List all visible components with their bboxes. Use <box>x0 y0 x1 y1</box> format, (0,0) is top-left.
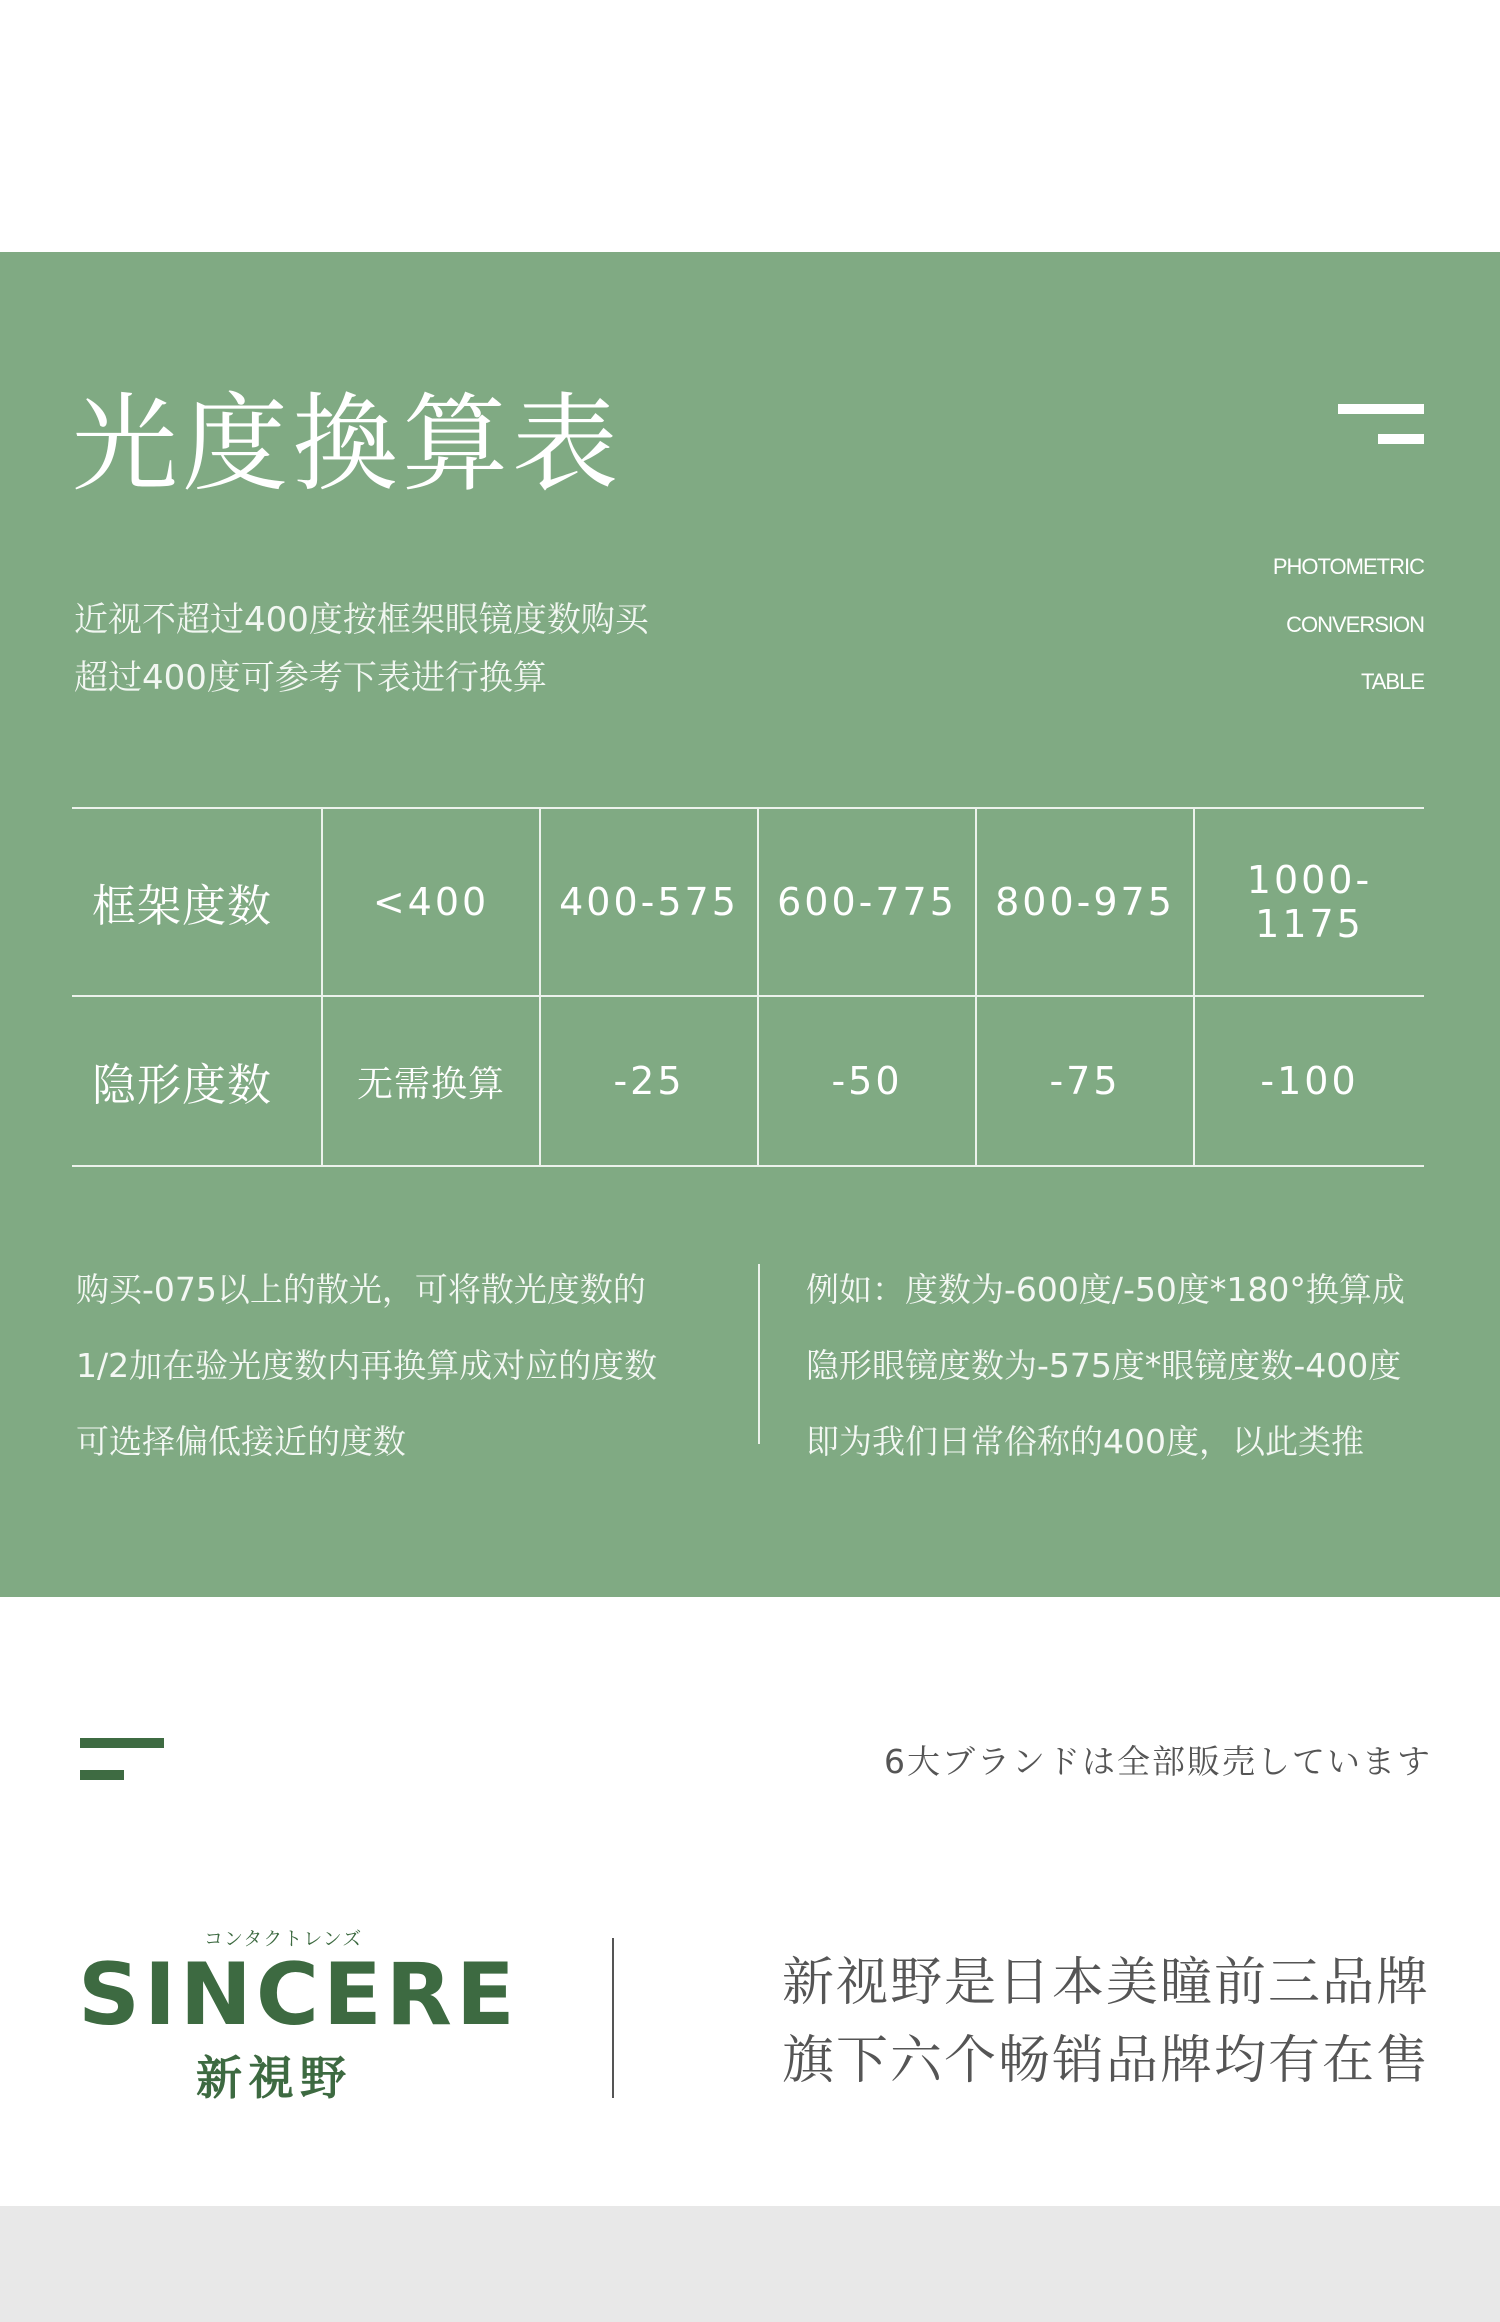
logo-cn: 新視野 <box>196 2051 352 2105</box>
brand-desc-line2: 旗下六个畅销品牌均有在售 <box>781 2031 1430 2091</box>
logo-name: SINCERE <box>78 1945 519 2045</box>
table-cell: 无需换算 <box>322 996 540 1166</box>
astigmatism-note <box>76 1252 726 1480</box>
en-label-line3: TABLE <box>1360 669 1424 694</box>
brand-desc-line1: 新视野是日本美瞳前三品牌 <box>781 1953 1430 2013</box>
note-line: 例如：度数为-600度/-50度*180°换算成 <box>806 1270 1405 1309</box>
table-cell: 800-975 <box>976 808 1194 996</box>
note-line: 即为我们日常俗称的400度，以此类推 <box>806 1422 1364 1461</box>
example-note <box>806 1252 1486 1480</box>
row-label-frame: 框架度数 <box>92 881 272 932</box>
note-line: 可选择偏低接近的度数 <box>76 1422 406 1461</box>
table-row-contact <box>72 996 1424 1166</box>
table-cell: -50 <box>758 996 976 1166</box>
conversion-table <box>72 807 1424 1167</box>
row-label-contact: 隐形度数 <box>92 1060 272 1111</box>
bottom-strip <box>0 2206 1500 2322</box>
en-label-line2: CONVERSION <box>1286 612 1424 637</box>
table-cell: <400 <box>322 808 540 996</box>
logo-divider <box>612 1938 614 2098</box>
page-title: 光度換算表 <box>72 383 622 506</box>
logo-kana: コンタクトレンズ <box>204 1928 363 1950</box>
table-row-frame <box>72 808 1424 996</box>
table-cell: 600-775 <box>758 808 976 996</box>
sincere-logo <box>78 1924 519 2105</box>
decorative-lines-icon <box>80 1738 164 1782</box>
note-line: 1/2加在验光度数内再换算成对应的度数 <box>76 1346 658 1385</box>
conversion-panel <box>0 252 1500 1597</box>
brand-count-text: 6大ブランドは全部販売しています <box>884 1742 1432 1781</box>
decorative-lines-icon <box>1338 404 1424 450</box>
table-cell: 400-575 <box>540 808 758 996</box>
note-line: 隐形眼镜度数为-575度*眼镜度数-400度 <box>806 1346 1402 1385</box>
en-label-line1: PHOTOMETRIC <box>1272 554 1424 579</box>
table-cell: 1000-1175 <box>1194 808 1424 996</box>
table-cell: -75 <box>976 996 1194 1166</box>
subtitle-line2: 超过400度可参考下表进行换算 <box>74 658 547 698</box>
note-line: 购买-075以上的散光，可将散光度数的 <box>76 1270 646 1309</box>
table-cell: -25 <box>540 996 758 1166</box>
table-cell: -100 <box>1194 996 1424 1166</box>
subtitle-line1: 近视不超过400度按框架眼镜度数购买 <box>74 600 649 640</box>
note-divider <box>758 1264 760 1444</box>
